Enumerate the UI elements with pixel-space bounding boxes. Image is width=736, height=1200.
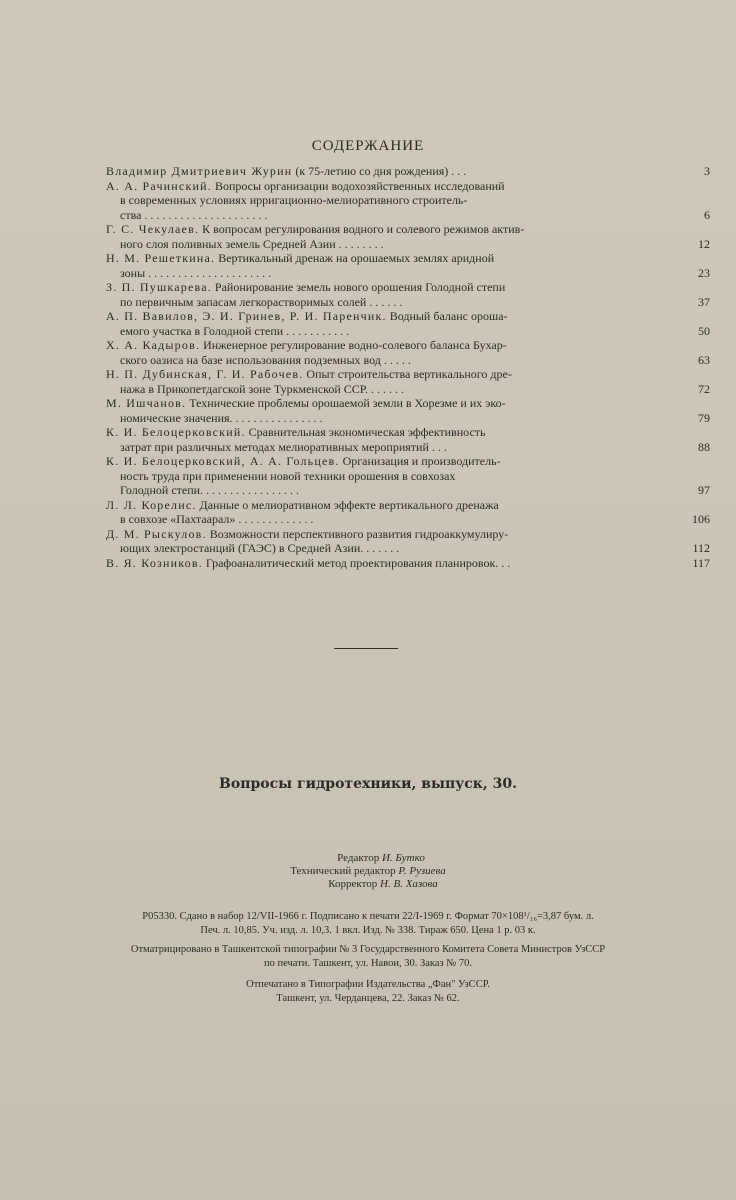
entry-author: Х. А. Кадыров.: [106, 338, 201, 352]
entry-page: 37: [698, 294, 710, 309]
editor-line: [0, 852, 736, 865]
toc-entry: [106, 556, 710, 571]
entry-page: 63: [698, 352, 710, 367]
entry-page: 3: [704, 164, 710, 178]
imprint-line: по печати. Ташкент, ул. Навои, 30. Заказ № 70.: [263, 957, 473, 969]
entry-author: Д. М. Рыскулов.: [106, 526, 207, 541]
entry-title-cont: ского оазиса на базе использования подземных вод . . . . .: [120, 352, 411, 367]
editor-name: И. Бутко: [381, 852, 425, 864]
corrector-name: Н. В. Хазова: [380, 878, 438, 890]
entry-title-cont: по первичным запасам легкорастворимых солей . . . . . .: [120, 294, 403, 309]
entry-author: К. И. Белоцерковский, А. А. Гольцев.: [106, 454, 340, 468]
entry-title-cont: в современных условиях ирригационно-мелиоративного строитель-: [120, 193, 468, 207]
toc-entry: [106, 280, 710, 309]
corrector-label: Корректор: [328, 878, 378, 890]
entry-author: Н. П. Дубинская, Г. И. Рабочев.: [106, 367, 304, 381]
entry-page: 106: [692, 512, 710, 526]
entry-author: К. И. Белоцерковский.: [106, 425, 246, 439]
divider-rule: [334, 648, 398, 649]
series-title: Вопросы гидротехники, выпуск, 30.: [219, 776, 517, 792]
entry-title: Вопросы организации водохозяйственных исследований: [214, 178, 505, 193]
entry-page: 97: [698, 483, 710, 497]
entry-title: Данные о мелиоративном эффекте вертикального дренажа: [199, 497, 499, 512]
imprint-print-details: [0, 910, 736, 937]
entry-title: Районирование земель нового орошения Голодной степи: [214, 280, 506, 294]
entry-title-cont: ства . . . . . . . . . . . . . . . . . . . . .: [120, 207, 268, 222]
toc-entry: [106, 454, 710, 498]
entry-title: Организация и производитель-: [342, 454, 501, 468]
entry-author: Н. М. Решеткина.: [106, 251, 216, 265]
entry-page: 6: [704, 207, 710, 222]
entry-title: Водный баланс ороша-: [389, 309, 508, 323]
entry-author: М. Ишчанов.: [106, 396, 187, 410]
entry-title-cont: ного слоя поливных земель Средней Азии . . . . . . . .: [120, 236, 384, 251]
entry-title: К вопросам регулирования водного и солевого режимов актив-: [202, 222, 525, 236]
entry-page: 50: [698, 323, 710, 338]
entry-author: Г. С. Чекулаев.: [106, 222, 200, 236]
entry-title: Инженерное регулирование водно-солевого баланса Бухар-: [203, 338, 507, 352]
tech-editor-line: [0, 865, 736, 878]
corrector-line: [0, 878, 736, 891]
tech-editor-name: Р. Рузиева: [398, 865, 446, 877]
entry-title: Графоаналитический метод проектирования планировок. . .: [205, 555, 511, 570]
credits-block: [0, 852, 736, 891]
entry-page: 23: [698, 265, 710, 280]
imprint-line: Отматрицировано в Ташкентской типографии № 3 Государственного Комитета Совета Министров УзССР: [130, 944, 606, 955]
entry-author: А. П. Вавилов, Э. И. Гринев, Р. И. Паренчик.: [106, 309, 387, 323]
imprint-printer: [0, 978, 736, 1005]
toc-entry: [106, 164, 710, 179]
entry-title: Сравнительная экономическая эффективность: [248, 425, 486, 439]
editor-label: Редактор: [337, 852, 380, 864]
toc-entry: [106, 425, 710, 454]
entry-title-cont: ность труда при применении новой техники орошения в совхозах: [120, 468, 456, 483]
imprint-line: Ташкент, ул. Черданцева, 22. Заказ № 62.: [276, 992, 460, 1004]
toc-entry: [106, 396, 710, 425]
entry-page: 112: [692, 541, 710, 555]
entry-title-cont: в совхозе «Пахтаарал» . . . . . . . . . . . . .: [120, 512, 314, 526]
entry-title: Опыт строительства вертикального дре-: [306, 367, 512, 381]
entry-page: 88: [698, 439, 710, 454]
toc-entry: [106, 367, 710, 396]
entry-title-cont: номические значения. . . . . . . . . . . . . . . .: [120, 410, 323, 425]
toc-entry: [106, 498, 710, 527]
toc-entry: [106, 309, 710, 338]
entry-page: 12: [698, 236, 710, 251]
entry-title-cont: ющих электростанций (ГАЭС) в Средней Азии. . . . . . .: [120, 541, 400, 555]
entry-title-cont: нажа в Прикопетдагской зоне Туркменской ССР. . . . . . .: [120, 381, 404, 396]
toc-entry: [106, 179, 710, 223]
entry-title-cont: емого участка в Голодной степи . . . . . . . . . . .: [120, 323, 350, 338]
entry-page: 79: [698, 410, 710, 425]
entry-author: Л. Л. Корелис.: [106, 497, 197, 512]
imprint-line: Печ. л. 10,85. Уч. изд. л. 10,3. 1 вкл. Изд. № 338. Тираж 650. Цена 1 р. 03 к.: [200, 924, 536, 936]
entry-page: 72: [698, 381, 710, 396]
entry-title: Технические проблемы орошаемой земли в Хорезме и их эко-: [189, 396, 506, 410]
entry-title-cont: зоны . . . . . . . . . . . . . . . . . . . . .: [120, 265, 272, 280]
tech-editor-label: Технический редактор: [290, 865, 396, 877]
imprint-matrix: [0, 943, 736, 970]
imprint-line: Отпечатано в Типографии Издательства „Фан" УзССР.: [246, 979, 490, 990]
entry-title-cont: затрат при различных методах мелиоративных мероприятий . . .: [120, 439, 447, 454]
toc-entry: [106, 338, 710, 367]
entry-author: З. П. Пушкарева.: [106, 280, 212, 294]
entry-title: Вертикальный дренаж на орошаемых землях аридной: [218, 251, 495, 265]
toc-title: СОДЕРЖАНИЕ: [311, 138, 425, 154]
imprint-line: Р05330. Сдано в набор 12/VII-1966 г. Подписано к печати 22/I-1969 г. Формат 70×108¹/₁₆=3,87 бум. л.: [142, 911, 594, 922]
entry-author: В. Я. Козников.: [106, 555, 203, 570]
table-of-contents: [106, 164, 710, 570]
toc-entry: [106, 222, 710, 251]
entry-title: (к 75-летию со дня рождения) . . .: [295, 164, 467, 178]
toc-entry: [106, 251, 710, 280]
entry-page: 117: [692, 555, 710, 570]
entry-title-cont: Голодной степи. . . . . . . . . . . . . . . . .: [120, 483, 300, 497]
entry-author: А. А. Рачинский.: [106, 178, 212, 193]
entry-author: Владимир Дмитриевич Журин: [106, 164, 293, 178]
toc-entry: [106, 527, 710, 556]
entry-title: Возможности перспективного развития гидроаккумулиру-: [209, 526, 509, 541]
